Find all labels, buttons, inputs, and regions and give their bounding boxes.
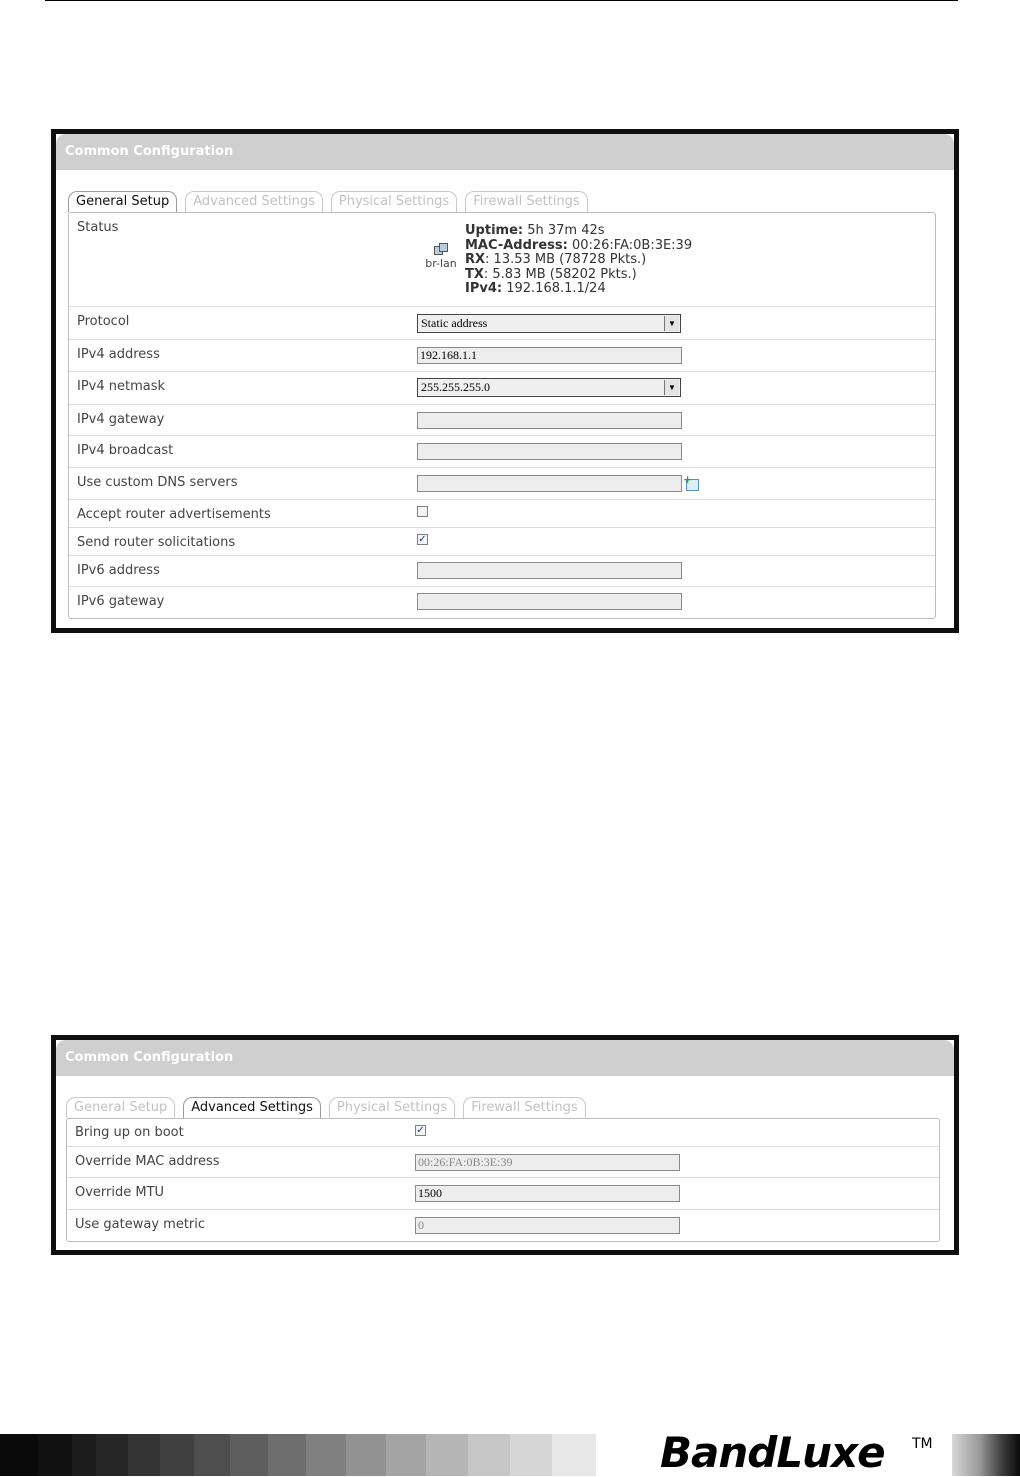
tab-firewall-settings[interactable]: Firewall Settings bbox=[465, 191, 587, 212]
mtu-label: Override MTU bbox=[75, 1185, 165, 1200]
tab-physical-settings[interactable]: Physical Settings bbox=[331, 191, 457, 212]
ipv6-gateway-row bbox=[69, 587, 935, 617]
accept-ra-checkbox[interactable] bbox=[417, 506, 428, 517]
panel-title: Common Configuration bbox=[56, 134, 954, 170]
chevron-down-icon: ▼ bbox=[664, 380, 679, 395]
ipv4-broadcast-input[interactable] bbox=[417, 443, 682, 460]
ipv4-address-input[interactable]: 192.168.1.1 bbox=[417, 347, 682, 364]
ipv4-broadcast-row bbox=[69, 436, 935, 468]
tab-firewall-settings[interactable]: Firewall Settings bbox=[463, 1097, 585, 1118]
boot-row bbox=[67, 1119, 939, 1147]
metric-label: Use gateway metric bbox=[75, 1217, 206, 1232]
protocol-value: Static address bbox=[421, 316, 488, 330]
tab-general-setup[interactable]: General Setup bbox=[68, 191, 177, 212]
chevron-down-icon: ▼ bbox=[664, 316, 679, 331]
panel-title: Common Configuration bbox=[56, 1040, 954, 1076]
add-dns-icon[interactable] bbox=[686, 479, 699, 491]
settings-box bbox=[66, 1118, 940, 1242]
dns-input[interactable] bbox=[417, 475, 682, 492]
boot-checkbox[interactable]: ✓ bbox=[416, 1125, 425, 1136]
tab-bar bbox=[66, 1097, 586, 1119]
rx-value: : 13.53 MB (78728 Pkts.) bbox=[485, 252, 647, 267]
general-setup-panel bbox=[51, 129, 959, 633]
ipv6-address-row bbox=[69, 556, 935, 587]
accept-ra-label: Accept router advertisements bbox=[77, 507, 271, 522]
ipv4-broadcast-label: IPv4 broadcast bbox=[77, 443, 174, 458]
metric-input[interactable]: 0 bbox=[415, 1217, 680, 1234]
device-name: br-lan bbox=[425, 257, 457, 270]
ipv6-address-label: IPv6 address bbox=[77, 563, 160, 578]
trademark-mark: TM bbox=[912, 1436, 933, 1452]
status-details bbox=[465, 224, 692, 297]
ipv4-netmask-row bbox=[69, 372, 935, 405]
ipv4-address-row bbox=[69, 340, 935, 372]
advanced-settings-panel bbox=[51, 1035, 959, 1255]
send-rs-checkbox[interactable]: ✓ bbox=[418, 534, 427, 545]
tx-key: TX bbox=[465, 266, 484, 282]
status-row bbox=[69, 213, 935, 307]
dns-label: Use custom DNS servers bbox=[77, 475, 238, 490]
tab-bar bbox=[68, 191, 588, 213]
tab-physical-settings[interactable]: Physical Settings bbox=[329, 1097, 455, 1118]
ipv4-netmask-select[interactable] bbox=[417, 378, 681, 397]
uptime-value: 5h 37m 42s bbox=[527, 223, 605, 238]
tx-value: : 5.83 MB (58202 Pkts.) bbox=[483, 266, 637, 282]
send-rs-label: Send router solicitations bbox=[77, 535, 236, 550]
ipv4-netmask-value: 255.255.255.0 bbox=[421, 380, 490, 394]
ipv4-address-label: IPv4 address bbox=[77, 347, 160, 362]
mac-key: MAC-Address: bbox=[465, 237, 568, 253]
ipv6-address-input[interactable] bbox=[417, 562, 682, 579]
tab-advanced-settings[interactable]: Advanced Settings bbox=[183, 1097, 321, 1118]
ipv4-gateway-row bbox=[69, 405, 935, 436]
network-interface-icon bbox=[434, 243, 448, 254]
mtu-row bbox=[67, 1178, 939, 1210]
protocol-row bbox=[69, 307, 935, 340]
bandluxe-logo: BandLuxe bbox=[660, 1428, 885, 1477]
ipv6-gateway-input[interactable] bbox=[417, 593, 682, 610]
accept-ra-row bbox=[69, 500, 935, 528]
boot-label: Bring up on boot bbox=[75, 1125, 184, 1140]
mac-value: 00:26:FA:0B:3E:39 bbox=[571, 237, 693, 253]
mac-input[interactable]: 00:26:FA:0B:3E:39 bbox=[415, 1154, 680, 1171]
mac-row bbox=[67, 1147, 939, 1178]
mtu-input[interactable]: 1500 bbox=[415, 1185, 680, 1202]
ipv4-netmask-label: IPv4 netmask bbox=[77, 379, 166, 394]
mac-label: Override MAC address bbox=[75, 1154, 220, 1169]
status-label: Status bbox=[77, 220, 119, 235]
ipv4-gateway-input[interactable] bbox=[417, 412, 682, 429]
settings-box bbox=[68, 212, 936, 619]
top-rule bbox=[45, 0, 958, 1]
tab-general-setup[interactable]: General Setup bbox=[66, 1097, 175, 1118]
ipv4-gateway-label: IPv4 gateway bbox=[77, 412, 165, 427]
tab-advanced-settings[interactable]: Advanced Settings bbox=[185, 191, 323, 212]
ipv4-key: IPv4: bbox=[465, 281, 503, 296]
metric-row bbox=[67, 1210, 939, 1240]
ipv6-gateway-label: IPv6 gateway bbox=[77, 594, 165, 609]
rx-key: RX bbox=[465, 252, 486, 267]
send-rs-row bbox=[69, 528, 935, 556]
protocol-label: Protocol bbox=[77, 314, 130, 329]
device-block bbox=[423, 243, 459, 270]
dns-row bbox=[69, 468, 935, 500]
uptime-key: Uptime: bbox=[465, 223, 524, 238]
protocol-select[interactable] bbox=[417, 314, 681, 333]
ipv4-value: 192.168.1.1/24 bbox=[506, 281, 606, 296]
